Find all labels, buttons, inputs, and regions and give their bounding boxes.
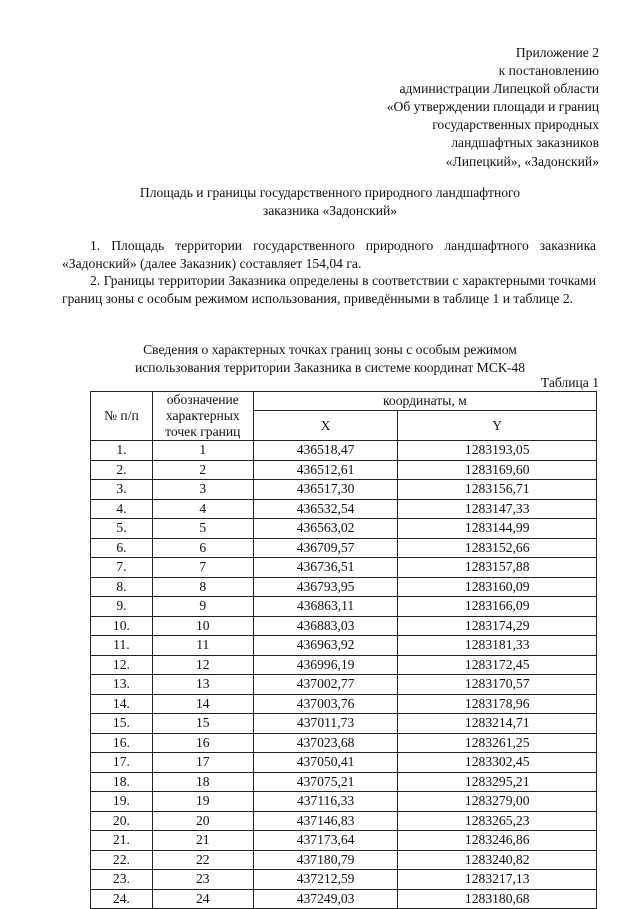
cell-point: 9 <box>152 597 253 617</box>
cell-y: 1283180,68 <box>398 889 597 909</box>
appendix-line: администрации Липецкой области <box>399 81 599 97</box>
cell-point: 6 <box>152 538 253 558</box>
cell-point: 10 <box>152 616 253 636</box>
cell-x: 437249,03 <box>253 889 398 909</box>
cell-y: 1283178,96 <box>398 694 597 714</box>
cell-num: 5. <box>91 519 153 539</box>
cell-num: 24. <box>91 889 153 909</box>
table-caption-line-1: Сведения о характерных точках границ зоны с особым режимом <box>143 342 517 357</box>
cell-point: 7 <box>152 558 253 578</box>
cell-y: 1283156,71 <box>398 480 597 500</box>
cell-num: 13. <box>91 675 153 695</box>
table-row <box>91 870 597 890</box>
cell-y: 1283174,29 <box>398 616 597 636</box>
cell-x: 437002,77 <box>253 675 398 695</box>
cell-y: 1283147,33 <box>398 499 597 519</box>
header-y: Y <box>398 411 597 441</box>
cell-x: 436963,92 <box>253 636 398 656</box>
cell-point: 13 <box>152 675 253 695</box>
paragraph-area: 1. Площадь территории государственного природного ландшафтного заказника «Задонский» (далее Заказник) составляет 154,04 га. <box>62 238 596 271</box>
cell-point: 19 <box>152 792 253 812</box>
cell-y: 1283160,09 <box>398 577 597 597</box>
table-row <box>91 558 597 578</box>
cell-point: 3 <box>152 480 253 500</box>
table-number-label: Таблица 1 <box>540 375 599 390</box>
cell-point: 21 <box>152 831 253 851</box>
cell-y: 1283217,13 <box>398 870 597 890</box>
cell-y: 1283214,71 <box>398 714 597 734</box>
cell-x: 436517,30 <box>253 480 398 500</box>
cell-y: 1283169,60 <box>398 460 597 480</box>
table-caption <box>60 341 600 376</box>
cell-point: 1 <box>152 441 253 461</box>
coordinates-table <box>90 391 597 909</box>
cell-x: 437180,79 <box>253 850 398 870</box>
cell-num: 3. <box>91 480 153 500</box>
table-row <box>91 694 597 714</box>
cell-point: 12 <box>152 655 253 675</box>
appendix-line: «Липецкий», «Задонский» <box>445 153 599 169</box>
cell-x: 437050,41 <box>253 753 398 773</box>
cell-x: 436996,19 <box>253 655 398 675</box>
table-row <box>91 714 597 734</box>
cell-num: 9. <box>91 597 153 617</box>
cell-point: 5 <box>152 519 253 539</box>
table-row <box>91 499 597 519</box>
table-row <box>91 655 597 675</box>
cell-x: 436512,61 <box>253 460 398 480</box>
header-designation: обозначение характерных точек границ <box>152 392 253 441</box>
table-caption-line-2: использования территории Заказника в системе координат МСК-48 <box>134 359 526 375</box>
cell-x: 437212,59 <box>253 870 398 890</box>
cell-point: 18 <box>152 772 253 792</box>
cell-num: 22. <box>91 850 153 870</box>
cell-num: 6. <box>91 538 153 558</box>
cell-y: 1283170,57 <box>398 675 597 695</box>
cell-y: 1283193,05 <box>398 441 597 461</box>
cell-x: 436793,95 <box>253 577 398 597</box>
table-row <box>91 538 597 558</box>
cell-x: 437011,73 <box>253 714 398 734</box>
table-row <box>91 733 597 753</box>
table-row <box>91 753 597 773</box>
cell-point: 2 <box>152 460 253 480</box>
cell-y: 1283295,21 <box>398 772 597 792</box>
cell-y: 1283144,99 <box>398 519 597 539</box>
cell-x: 437146,83 <box>253 811 398 831</box>
cell-y: 1283246,86 <box>398 831 597 851</box>
cell-num: 2. <box>91 460 153 480</box>
table-row <box>91 889 597 909</box>
cell-y: 1283166,09 <box>398 597 597 617</box>
cell-y: 1283181,33 <box>398 636 597 656</box>
cell-x: 437173,64 <box>253 831 398 851</box>
header-coordinates: координаты, м <box>253 392 596 411</box>
cell-point: 22 <box>152 850 253 870</box>
cell-num: 11. <box>91 636 153 656</box>
table-row <box>91 480 597 500</box>
cell-y: 1283302,45 <box>398 753 597 773</box>
document-title <box>60 184 600 220</box>
cell-point: 8 <box>152 577 253 597</box>
cell-y: 1283240,82 <box>398 850 597 870</box>
cell-x: 437023,68 <box>253 733 398 753</box>
table-row <box>91 597 597 617</box>
table-row <box>91 675 597 695</box>
appendix-line: ландшафтных заказников <box>451 135 599 151</box>
cell-point: 15 <box>152 714 253 734</box>
table-row <box>91 811 597 831</box>
appendix-line: Приложение 2 <box>515 45 599 60</box>
title-line-1: Площадь и границы государственного природного ландшафтного <box>139 185 521 200</box>
cell-num: 18. <box>91 772 153 792</box>
cell-y: 1283172,45 <box>398 655 597 675</box>
cell-y: 1283152,66 <box>398 538 597 558</box>
cell-x: 436532,54 <box>253 499 398 519</box>
cell-point: 20 <box>152 811 253 831</box>
cell-y: 1283157,88 <box>398 558 597 578</box>
cell-num: 16. <box>91 733 153 753</box>
cell-num: 8. <box>91 577 153 597</box>
cell-x: 437003,76 <box>253 694 398 714</box>
cell-point: 17 <box>152 753 253 773</box>
cell-point: 4 <box>152 499 253 519</box>
cell-num: 14. <box>91 694 153 714</box>
cell-point: 24 <box>152 889 253 909</box>
cell-y: 1283279,00 <box>398 792 597 812</box>
table-row <box>91 577 597 597</box>
header-x: X <box>253 411 398 441</box>
cell-x: 436709,57 <box>253 538 398 558</box>
cell-point: 16 <box>152 733 253 753</box>
appendix-line: к постановлению <box>498 63 599 79</box>
table-row <box>91 772 597 792</box>
cell-y: 1283265,23 <box>398 811 597 831</box>
cell-num: 19. <box>91 792 153 812</box>
table-row <box>91 616 597 636</box>
cell-x: 436518,47 <box>253 441 398 461</box>
cell-num: 21. <box>91 831 153 851</box>
cell-num: 7. <box>91 558 153 578</box>
cell-num: 10. <box>91 616 153 636</box>
cell-x: 437075,21 <box>253 772 398 792</box>
cell-x: 436883,03 <box>253 616 398 636</box>
cell-point: 23 <box>152 870 253 890</box>
title-line-2: заказника «Задонский» <box>262 203 398 219</box>
table-row <box>91 519 597 539</box>
cell-point: 14 <box>152 694 253 714</box>
table-row <box>91 460 597 480</box>
cell-num: 4. <box>91 499 153 519</box>
table-body <box>91 441 597 909</box>
cell-num: 12. <box>91 655 153 675</box>
cell-num: 20. <box>91 811 153 831</box>
cell-point: 11 <box>152 636 253 656</box>
appendix-block <box>387 44 599 171</box>
table-row <box>91 441 597 461</box>
cell-y: 1283261,25 <box>398 733 597 753</box>
table-row <box>91 831 597 851</box>
cell-num: 23. <box>91 870 153 890</box>
appendix-line: государственных природных <box>432 117 599 133</box>
cell-x: 437116,33 <box>253 792 398 812</box>
cell-x: 436863,11 <box>253 597 398 617</box>
cell-x: 436563,02 <box>253 519 398 539</box>
appendix-line: «Об утверждении площади и границ <box>386 99 599 115</box>
table-row <box>91 792 597 812</box>
cell-num: 1. <box>91 441 153 461</box>
paragraph-boundaries: 2. Границы территории Заказника определены в соответствии с характерными точками границ зоны с особым режимом использования, приведёнными в таблице 1 и таблице 2. <box>62 273 596 306</box>
cell-num: 15. <box>91 714 153 734</box>
table-row <box>91 850 597 870</box>
table-row <box>91 636 597 656</box>
cell-num: 17. <box>91 753 153 773</box>
header-num: № п/п <box>91 392 153 441</box>
cell-x: 436736,51 <box>253 558 398 578</box>
